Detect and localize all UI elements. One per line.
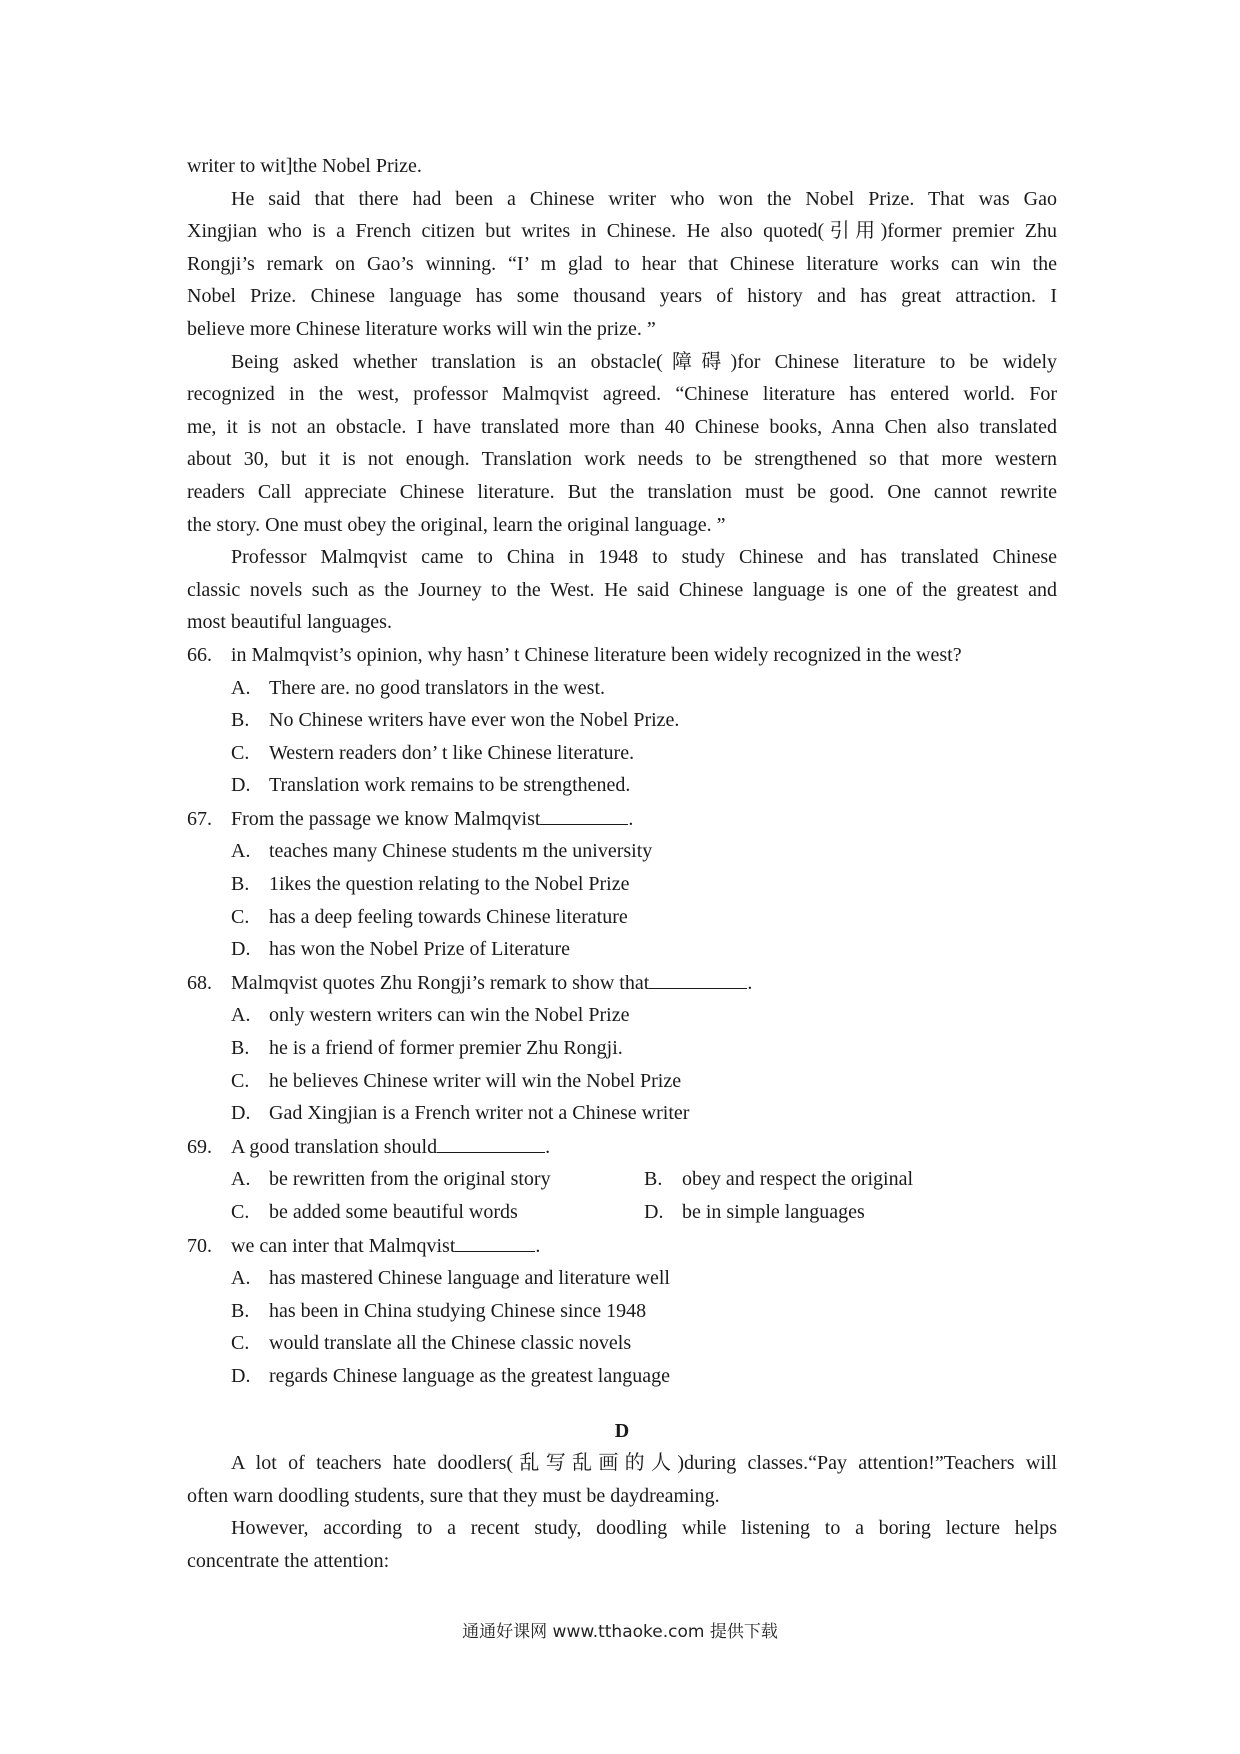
option-a: [187, 999, 1057, 1032]
option-text: has mastered Chinese language and literature well: [269, 1267, 670, 1290]
option-text: No Chinese writers have ever won the Nobel Prize.: [269, 709, 680, 732]
section-title: D: [614, 1419, 630, 1442]
option-letter: C.: [231, 1201, 250, 1223]
document-page: [187, 150, 1057, 1578]
passage-line: most beautiful languages.: [187, 611, 392, 634]
question-number: 69.: [187, 1135, 212, 1158]
option-text: be added some beautiful words: [269, 1201, 518, 1223]
option-text: has a deep feeling towards Chinese literature: [269, 905, 628, 928]
question-stem: [187, 966, 1057, 1000]
passage-line: the story. One must obey the original, learn the original language. ”: [187, 513, 726, 536]
option-letter: C.: [231, 741, 250, 764]
option-letter: B.: [231, 1037, 250, 1060]
option-letter: B.: [231, 1299, 250, 1322]
option-b: [187, 1032, 1057, 1065]
option-d: [644, 1196, 1057, 1229]
question-text: in Malmqvist’s opinion, why hasn’ t Chinese literature been widely recognized in the west?: [231, 643, 962, 666]
passage-line: Xingjian who is a French citizen but writes in Chinese. He also quoted(引用)former premier Zhu: [187, 220, 1057, 243]
passage-line: A lot of teachers hate doodlers(乱写乱画的人)during classes.“Pay attention!”Teachers will: [231, 1452, 1057, 1475]
option-text: only western writers can win the Nobel Prize: [269, 1004, 630, 1027]
option-row: [187, 1163, 1057, 1196]
option-b: [187, 704, 1057, 737]
option-text: has won the Nobel Prize of Literature: [269, 938, 571, 961]
passage-line: Rongji’s remark on Gao’s winning. “I’ m glad to hear that Chinese literature works can win the: [187, 252, 1057, 275]
question-stem: [187, 1229, 1057, 1263]
question-end: .: [747, 971, 753, 994]
question-69: [187, 1130, 1057, 1229]
option-letter: A.: [231, 676, 251, 699]
option-text: regards Chinese language as the greatest language: [269, 1364, 670, 1387]
option-letter: B.: [231, 709, 250, 732]
page-footer: 通通好课网 www.tthaoke.com 提供下载: [462, 1622, 778, 1642]
option-letter: A.: [231, 1004, 251, 1027]
option-letter: A.: [231, 1267, 251, 1290]
option-c: [187, 1327, 1057, 1360]
paragraph: [187, 541, 1057, 639]
question-text: Malmqvist quotes Zhu Rongji’s remark to show that: [231, 971, 650, 994]
question-stem: [187, 1130, 1057, 1164]
paragraph: [187, 346, 1057, 542]
passage-line: me, it is not an obstacle. I have translated more than 40 Chinese books, Anna Chen also translated: [187, 415, 1057, 438]
passage-line: Nobel Prize. Chinese language has some thousand years of history and has great attraction. I: [187, 285, 1057, 308]
question-number: 68.: [187, 971, 212, 994]
option-letter: A.: [231, 840, 251, 863]
question-68: [187, 966, 1057, 1130]
option-text: he is a friend of former premier Zhu Rongji.: [269, 1037, 623, 1060]
option-letter: D.: [231, 938, 251, 961]
passage-line: writer to wit]the Nobel Prize.: [187, 155, 422, 177]
paragraph: [187, 183, 1057, 346]
answer-blank: [540, 802, 628, 825]
question-67: [187, 802, 1057, 966]
option-letter: C.: [231, 905, 250, 928]
option-text: be rewritten from the original story: [269, 1168, 551, 1191]
passage-line: classic novels such as the Journey to the West. He said Chinese language is one of the greatest and: [187, 578, 1057, 601]
passage-line: recognized in the west, professor Malmqvist agreed. “Chinese literature has entered world. For: [187, 383, 1057, 406]
option-c: [187, 1065, 1057, 1098]
option-b: [644, 1163, 1057, 1196]
option-a: [187, 672, 1057, 705]
option-text: 1ikes the question relating to the Nobel Prize: [269, 873, 630, 896]
option-b: [187, 868, 1057, 901]
option-a: [231, 1163, 644, 1196]
question-stem: [187, 802, 1057, 836]
option-text: be in simple languages: [682, 1201, 865, 1223]
passage-line: Professor Malmqvist came to China in 1948 to study Chinese and has translated Chinese: [231, 546, 1057, 569]
option-letter: C.: [231, 1069, 250, 1092]
question-text: we can inter that Malmqvist: [231, 1234, 456, 1257]
passage-line: readers Call appreciate Chinese literature. But the translation must be good. One cannot rewrite: [187, 480, 1057, 503]
option-letter: D.: [231, 1364, 251, 1387]
question-end: .: [535, 1234, 541, 1257]
question-end: .: [628, 807, 634, 830]
option-c: [187, 737, 1057, 770]
passage-line: concentrate the attention:: [187, 1549, 390, 1572]
option-text: Western readers don’ t like Chinese literature.: [269, 741, 635, 764]
option-c: [187, 901, 1057, 934]
option-text: Translation work remains to be strengthened.: [269, 774, 631, 797]
answer-blank: [649, 966, 747, 989]
option-d: [187, 769, 1057, 802]
option-d: [187, 1360, 1057, 1393]
option-text: Gad Xingjian is a French writer not a Chinese writer: [269, 1102, 690, 1125]
option-letter: B.: [644, 1168, 663, 1191]
option-d: [187, 933, 1057, 966]
option-letter: C.: [231, 1332, 250, 1355]
option-letter: D.: [231, 1102, 251, 1125]
question-number: 70.: [187, 1234, 212, 1257]
passage-line: often warn doodling students, sure that they must be daydreaming.: [187, 1484, 720, 1507]
option-b: [187, 1295, 1057, 1328]
option-text: would translate all the Chinese classic novels: [269, 1332, 632, 1355]
option-letter: A.: [231, 1168, 251, 1191]
question-text: A good translation should: [231, 1135, 438, 1158]
answer-blank: [437, 1130, 545, 1153]
option-text: There are. no good translators in the west.: [269, 676, 606, 699]
passage-line: Being asked whether translation is an obstacle(障碍)for Chinese literature to be widely: [231, 350, 1057, 373]
question-66: [187, 639, 1057, 802]
option-text: teaches many Chinese students m the university: [269, 840, 653, 863]
question-number: 67.: [187, 807, 212, 830]
passage-line: about 30, but it is not enough. Translation work needs to be strengthened so that more western: [187, 448, 1057, 471]
paragraph: [187, 1512, 1057, 1577]
option-text: he believes Chinese writer will win the Nobel Prize: [269, 1069, 682, 1092]
passage-line: He said that there had been a Chinese writer who won the Nobel Prize. That was Gao: [231, 187, 1057, 210]
option-a: [187, 835, 1057, 868]
question-number: 66.: [187, 643, 212, 666]
question-70: [187, 1229, 1057, 1393]
option-d: [187, 1097, 1057, 1130]
passage-line: believe more Chinese literature works will win the prize. ”: [187, 317, 656, 340]
paragraph: [187, 1447, 1057, 1512]
question-end: .: [545, 1135, 551, 1158]
option-letter: B.: [231, 873, 250, 896]
question-text: From the passage we know Malmqvist: [231, 807, 541, 830]
option-text: obey and respect the original: [682, 1168, 914, 1191]
option-a: [187, 1262, 1057, 1295]
option-c: [231, 1196, 644, 1229]
option-letter: D.: [644, 1201, 664, 1223]
question-stem: [187, 639, 1057, 672]
passage-line: However, according to a recent study, doodling while listening to a boring lecture helps: [231, 1517, 1057, 1540]
option-row: [187, 1196, 1057, 1229]
answer-blank: [455, 1229, 535, 1252]
option-letter: D.: [231, 774, 251, 797]
option-text: has been in China studying Chinese since 1948: [269, 1299, 647, 1322]
